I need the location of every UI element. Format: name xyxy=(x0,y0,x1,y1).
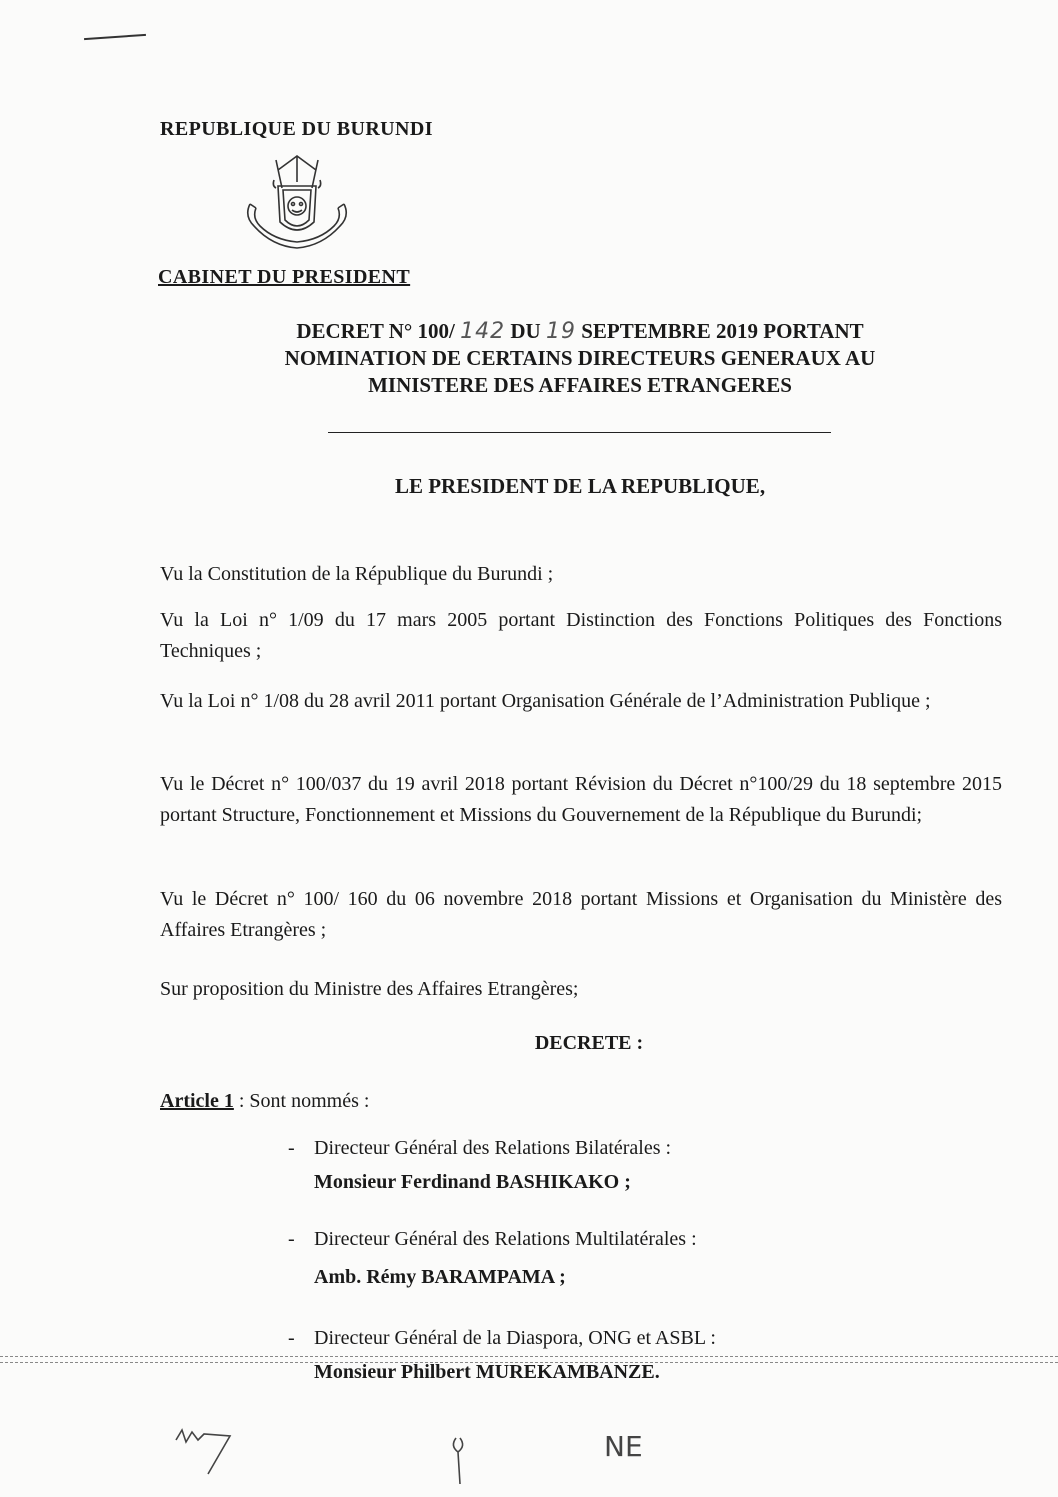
appointment-2 xyxy=(288,1222,1008,1294)
decree-title xyxy=(160,318,1000,399)
page-fold-line xyxy=(0,1356,1058,1363)
president-heading: LE PRESIDENT DE LA REPUBLIQUE, xyxy=(394,474,766,498)
appointment-post: Directeur Général des Relations Multilatérales : xyxy=(314,1228,697,1250)
signature-paraph-1 xyxy=(172,1426,234,1480)
decree-title-line1 xyxy=(160,318,1000,345)
appointee-name: Monsieur Philbert MUREKAMBANZE. xyxy=(314,1361,660,1383)
list-dash: - xyxy=(288,1228,295,1250)
republic-heading: REPUBLIQUE DU BURUNDI xyxy=(160,118,433,140)
article-text: : Sont nommés : xyxy=(233,1090,370,1112)
list-dash: - xyxy=(288,1327,295,1349)
list-dash: - xyxy=(288,1137,295,1159)
decree-title-line2: NOMINATION DE CERTAINS DIRECTEURS GENERAUX AU xyxy=(284,346,876,370)
cabinet-heading: CABINET DU PRESIDENT xyxy=(158,266,411,288)
handwritten-day: 19 xyxy=(545,319,576,344)
appointment-3 xyxy=(288,1321,1008,1389)
appointee-name: Monsieur Ferdinand BASHIKAKO ; xyxy=(314,1171,631,1193)
decree-title-line3: MINISTERE DES AFFAIRES ETRANGERES xyxy=(368,373,792,397)
proposal-line: Sur proposition du Ministre des Affaires Etrangères; xyxy=(160,978,579,1000)
consideration-1: Vu la Constitution de la République du Burundi ; xyxy=(160,563,554,585)
decree-prefix: DECRET N° 100/ xyxy=(296,319,461,343)
appointee-name: Amb. Rémy BARAMPAMA ; xyxy=(314,1266,566,1288)
appointment-post: Directeur Général des Relations Bilatérales : xyxy=(314,1137,672,1159)
decrete-heading: DECRETE : xyxy=(534,1032,644,1054)
decree-date-rest: SEPTEMBRE 2019 PORTANT xyxy=(575,319,864,343)
consideration-5: Vu le Décret n° 100/ 160 du 06 novembre 2018 portant Missions et Organisation du Ministère des Affaires Etrangères ; xyxy=(160,888,1002,941)
handwritten-decree-number: 142 xyxy=(460,319,506,344)
consideration-4: Vu le Décret n° 100/037 du 19 avril 2018 portant Révision du Décret n°100/29 du 18 septembre 2015 portant Structure, Fonctionnement et Missions du Gouvernement de la République du Burundi; xyxy=(160,773,1002,826)
article-label: Article 1 xyxy=(160,1090,234,1112)
appointment-1 xyxy=(288,1131,1008,1199)
consideration-3: Vu la Loi n° 1/08 du 28 avril 2011 portant Organisation Générale de l’Administration Publique ; xyxy=(160,690,931,712)
signature-paraph-2 xyxy=(446,1434,476,1488)
appointment-post: Directeur Général de la Diaspora, ONG et ASBL : xyxy=(314,1327,716,1349)
decree-du: DU xyxy=(505,319,546,343)
article-1 xyxy=(160,1090,369,1113)
pen-mark xyxy=(84,34,146,40)
title-divider xyxy=(328,432,831,433)
consideration-2: Vu la Loi n° 1/09 du 17 mars 2005 portant Distinction des Fonctions Politiques des Fonctions Techniques ; xyxy=(160,609,1002,662)
handwritten-initials: NE xyxy=(604,1430,643,1463)
coat-of-arms-emblem xyxy=(238,152,356,260)
